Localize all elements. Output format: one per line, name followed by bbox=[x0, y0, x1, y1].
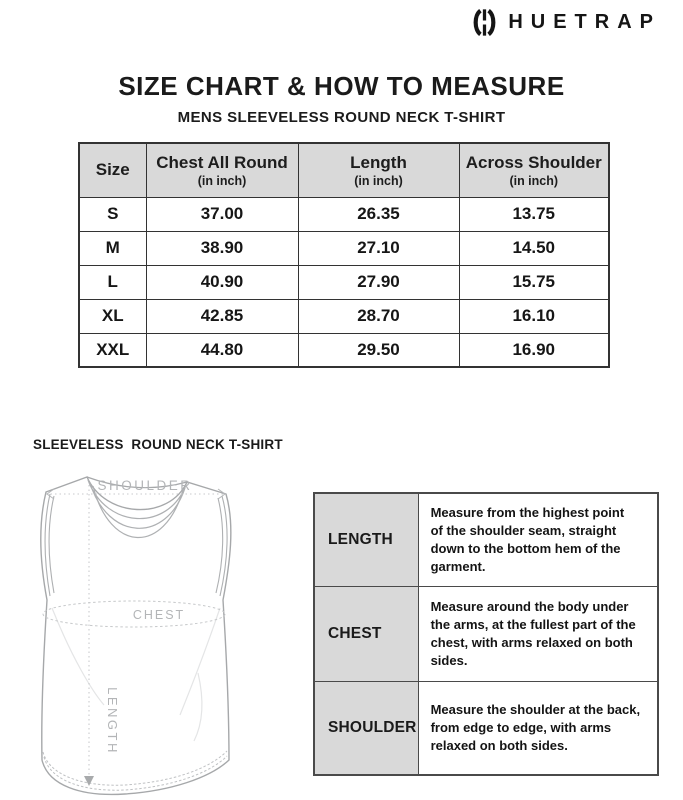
size-cell: M bbox=[79, 231, 146, 265]
col-label: Across Shoulder bbox=[465, 152, 602, 172]
chest-cell: 42.85 bbox=[146, 299, 298, 333]
measure-desc-line: sides. bbox=[430, 653, 468, 668]
page-subtitle: MENS SLEEVELESS ROUND NECK T-SHIRT bbox=[177, 109, 506, 126]
measure-label-cell: LENGTH bbox=[314, 493, 418, 587]
length-cell: 28.70 bbox=[298, 299, 459, 333]
measure-table bbox=[313, 492, 659, 776]
col-sublabel: (in inch) bbox=[354, 173, 403, 188]
col-sublabel: (in inch) bbox=[197, 173, 247, 188]
tshirt-diagram bbox=[30, 463, 302, 800]
col-label: Length bbox=[350, 152, 407, 172]
shoulder-cell: 16.10 bbox=[459, 299, 609, 333]
chest-cell: 40.90 bbox=[146, 265, 298, 299]
shoulder-label: SHOULDER bbox=[97, 478, 193, 493]
table-row bbox=[79, 333, 609, 367]
huetrap-logo bbox=[470, 8, 661, 37]
measure-desc-line: Measure the shoulder at the back, bbox=[430, 701, 641, 717]
size-cell: XXL bbox=[79, 333, 146, 367]
length-cell: 26.35 bbox=[298, 197, 459, 231]
length-cell: 27.10 bbox=[298, 231, 459, 265]
size-chart-table bbox=[78, 142, 610, 368]
table-row bbox=[79, 299, 609, 333]
col-label: Size bbox=[95, 160, 130, 180]
measure-row bbox=[314, 587, 658, 682]
measure-row bbox=[314, 493, 658, 587]
chest-cell: 38.90 bbox=[146, 231, 298, 265]
table-row bbox=[79, 265, 609, 299]
measure-desc-line: from edge to edge, with arms bbox=[430, 719, 612, 735]
table-row bbox=[79, 231, 609, 265]
chest-cell: 37.00 bbox=[146, 197, 298, 231]
size-chart-header-row bbox=[79, 143, 609, 197]
shoulder-cell: 15.75 bbox=[459, 265, 609, 299]
measure-desc-cell bbox=[418, 493, 658, 587]
measure-desc-line: down to the bottom hem of the bbox=[430, 541, 621, 556]
shoulder-cell: 16.90 bbox=[459, 333, 609, 367]
length-cell: 27.90 bbox=[298, 265, 459, 299]
table-row bbox=[79, 197, 609, 231]
measure-desc-line: the arms, at the fullest part of the bbox=[430, 617, 636, 632]
measure-desc-line: of the shoulder seam, straight bbox=[430, 523, 617, 538]
size-cell: L bbox=[79, 265, 146, 299]
length-cell: 29.50 bbox=[298, 333, 459, 367]
shirt-outline bbox=[41, 477, 231, 794]
measure-desc-line: garment. bbox=[430, 559, 486, 574]
measure-label-cell: SHOULDER bbox=[314, 682, 418, 775]
shoulder-cell: 13.75 bbox=[459, 197, 609, 231]
measure-desc-line: Measure from the highest point bbox=[430, 505, 625, 520]
chest-label: CHEST bbox=[132, 608, 186, 622]
shoulder-cell: 14.50 bbox=[459, 231, 609, 265]
measure-label-cell: CHEST bbox=[314, 587, 418, 682]
size-cell: S bbox=[79, 197, 146, 231]
col-header-length bbox=[298, 143, 459, 197]
col-header-size bbox=[79, 143, 146, 197]
diagram-title: SLEEVELESS ROUND NECK T-SHIRT bbox=[33, 437, 283, 452]
measure-desc-line: Measure around the body under bbox=[430, 599, 629, 614]
measure-desc-line: relaxed on both sides. bbox=[430, 737, 568, 753]
measure-row bbox=[314, 682, 658, 775]
length-label: LENGTH bbox=[105, 687, 120, 755]
size-cell: XL bbox=[79, 299, 146, 333]
huetrap-logo-text: HUETRAP bbox=[508, 11, 661, 33]
col-sublabel: (in inch) bbox=[509, 173, 559, 188]
measure-desc-line: chest, with arms relaxed on both bbox=[430, 635, 633, 650]
chest-cell: 44.80 bbox=[146, 333, 298, 367]
col-label: Chest All Round bbox=[156, 152, 288, 172]
huetrap-logo-icon bbox=[470, 8, 499, 37]
col-header-chest bbox=[146, 143, 298, 197]
page-title: SIZE CHART & HOW TO MEASURE bbox=[118, 71, 565, 101]
measure-desc-cell bbox=[418, 587, 658, 682]
col-header-shoulder bbox=[459, 143, 609, 197]
measure-desc-cell bbox=[418, 682, 658, 775]
